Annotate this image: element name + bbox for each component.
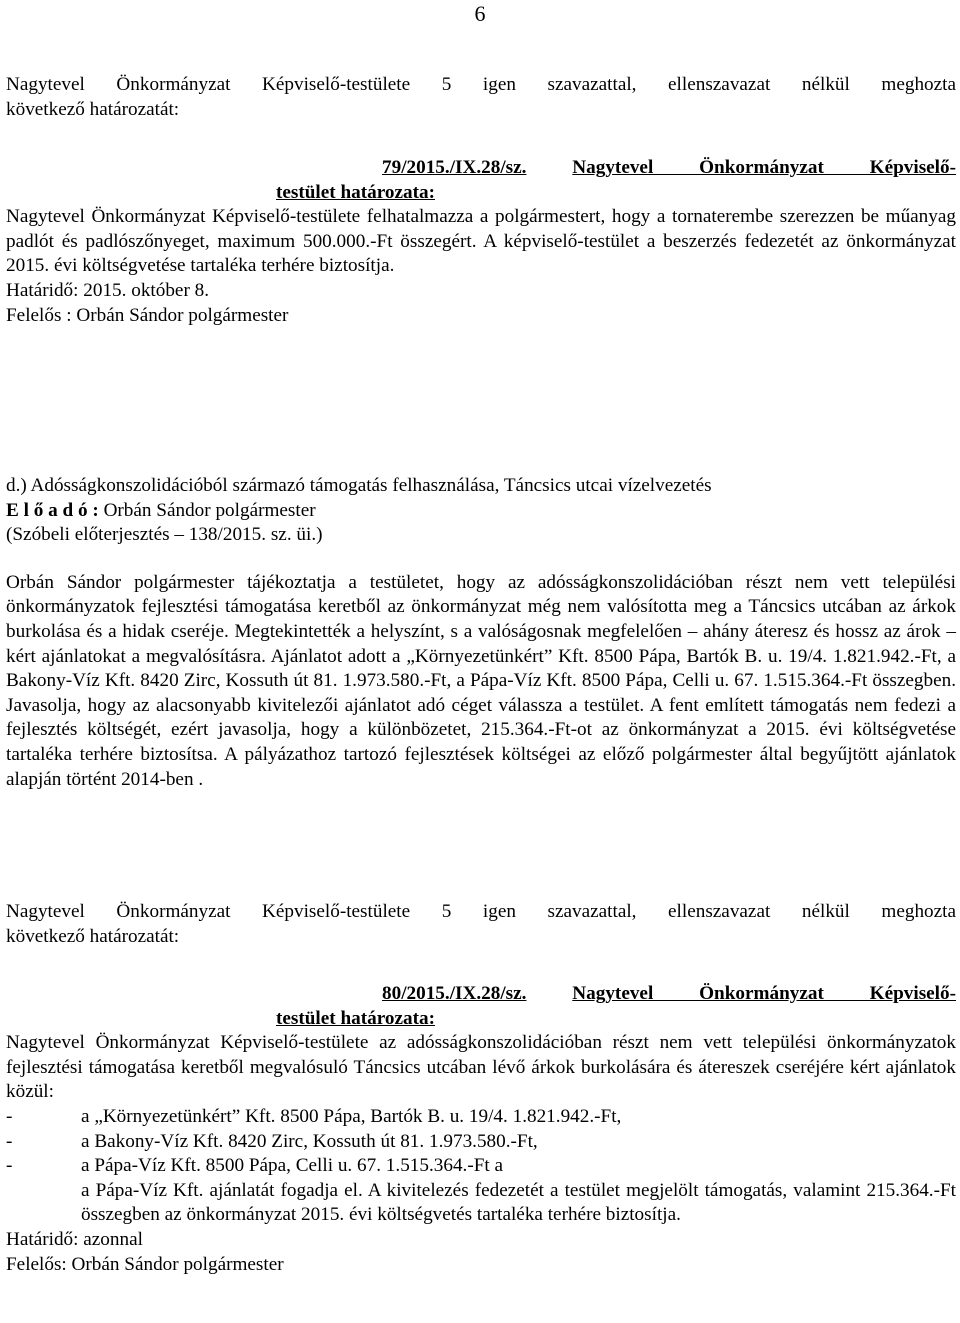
resolution-79-title: Nagytevel Önkormányzat Képviselő- — [572, 157, 957, 178]
resolution-80-responsible: Felelős: Orbán Sándor polgármester — [6, 1253, 284, 1275]
offer-list-item — [6, 1130, 956, 1155]
resolution-79 — [6, 156, 956, 328]
resolution-79-number: 79/2015./IX.28/sz. — [382, 157, 527, 178]
resolution-79-deadline: Határidő: 2015. október 8. — [6, 279, 210, 301]
resolution-79-title-2: testület határozata: — [276, 181, 435, 203]
resolution-80-title-2: testület határozata: — [276, 1007, 435, 1029]
resolution-79-heading — [6, 156, 956, 181]
vote-statement-2 — [6, 900, 956, 949]
resolution-80-title: Nagytevel Önkormányzat Képviselő- — [572, 983, 957, 1004]
resolution-79-responsible: Felelős : Orbán Sándor polgármester — [6, 304, 289, 326]
list-dash: - — [6, 1130, 13, 1152]
list-dash: - — [6, 1155, 13, 1177]
agenda-item-d — [6, 474, 956, 792]
presenter-label: E l ő a d ó : — [6, 499, 99, 521]
agenda-item-title: d.) Adósságkonszolidációból származó támogatás felhasználása, Táncsics utcai vízelvezetés — [6, 475, 712, 496]
resolution-80-deadline: Határidő: azonnal — [6, 1228, 143, 1250]
list-dash: - — [6, 1105, 13, 1127]
vote-line-2: következő határozatát: — [6, 925, 180, 947]
vote-line-2: következő határozatát: — [6, 98, 180, 120]
resolution-80-decision: a Pápa-Víz Kft. ajánlatát fogadja el. A kivitelezés fedezetét a testület megjelölt támogatás, valamint 215.364.-Ft összegben az önkormányzat 2015. évi költségvetés tartaléka terhére biztosítja. — [81, 1179, 956, 1226]
resolution-80-intro: Nagytevel Önkormányzat Képviselő-testülete az adósságkonszolidációban részt nem vett települési önkormányzatok fejlesztési támogatása keretből megvalósuló Táncsics utcában lévő árkok burkolására és átereszek cseréjére kért ajánlatok közül: — [6, 1032, 956, 1103]
resolution-80 — [6, 982, 956, 1277]
presenter-name: Orbán Sándor polgármester — [98, 499, 316, 521]
presenter-line — [6, 499, 956, 524]
vote-line-1: Nagytevel Önkormányzat Képviselő-testülete 5 igen szavazattal, ellenszavazat nélkül meghozta — [6, 901, 956, 922]
offer-text: a Pápa-Víz Kft. 8500 Pápa, Celli u. 67. 1.515.364.-Ft a — [81, 1155, 504, 1177]
offer-text: a „Környezetünkért” Kft. 8500 Pápa, Bartók B. u. 19/4. 1.821.942.-Ft, — [81, 1105, 622, 1127]
resolution-80-title-2-row — [6, 1007, 956, 1032]
resolution-80-number: 80/2015./IX.28/sz. — [382, 983, 527, 1004]
submission-note: (Szóbeli előterjesztés – 138/2015. sz. üi.) — [6, 524, 323, 546]
resolution-79-title-2-row — [6, 181, 956, 206]
resolution-79-body: Nagytevel Önkormányzat Képviselő-testülete felhatalmazza a polgármestert, hogy a tornaterembe szerezzen be műanyag padlót és padlószőnyeget, maximum 500.000.-Ft összegért. A képviselő-testület a beszerzés fedezetét az önkormányzat 2015. évi költségvetése tartaléka terhére biztosítja. — [6, 206, 956, 277]
agenda-item-body: Orbán Sándor polgármester tájékoztatja a testületet, hogy az adósságkonszolidációban részt nem vett települési önkormányzatok fejlesztési támogatása keretből az önkormányzat még nem valósította meg a Táncsics utcában az árkok burkolása és a hidak cseréje. Megtekintették a helyszínt, s a valóságosnak megfelelően – ahány áteresz és hossz az árok – kért ajánlatokat a megvalósításra. Ajánlatot adott a „Környezetünkért” Kft. 8500 Pápa, Bartók B. u. 19/4. 1.821.942.-Ft, a Bakony-Víz Kft. 8420 Zirc, Kossuth út 81. 1.973.580.-Ft, a Pápa-Víz Kft. 8500 Pápa, Celli u. 67. 1.515.364.-Ft összegben. Javasolja, hogy az alacsonyabb kivitelezői ajánlatot adó céget válassza a testület. A fent említett támogatás nem fedezi a fejlesztés költségét, ezért javasolja, hogy a különbözetet, 215.364.-Ft-ot az önkormányzat a 2015. évi költségvetése tartaléka terhére biztosítsa. A pályázathoz tartozó fejlesztések költségei az előző polgármester által begyűjtött ajánlatok alapján történt 2014-ben . — [6, 571, 956, 790]
resolution-80-heading — [6, 982, 956, 1007]
offer-list-item — [6, 1154, 956, 1179]
offer-text: a Bakony-Víz Kft. 8420 Zirc, Kossuth út 81. 1.973.580.-Ft, — [81, 1130, 538, 1152]
page-number: 6 — [474, 1, 486, 26]
vote-line-1: Nagytevel Önkormányzat Képviselő-testülete 5 igen szavazattal, ellenszavazat nélkül meghozta — [6, 74, 956, 95]
offer-list-item — [6, 1105, 956, 1130]
vote-statement-1 — [6, 73, 956, 122]
